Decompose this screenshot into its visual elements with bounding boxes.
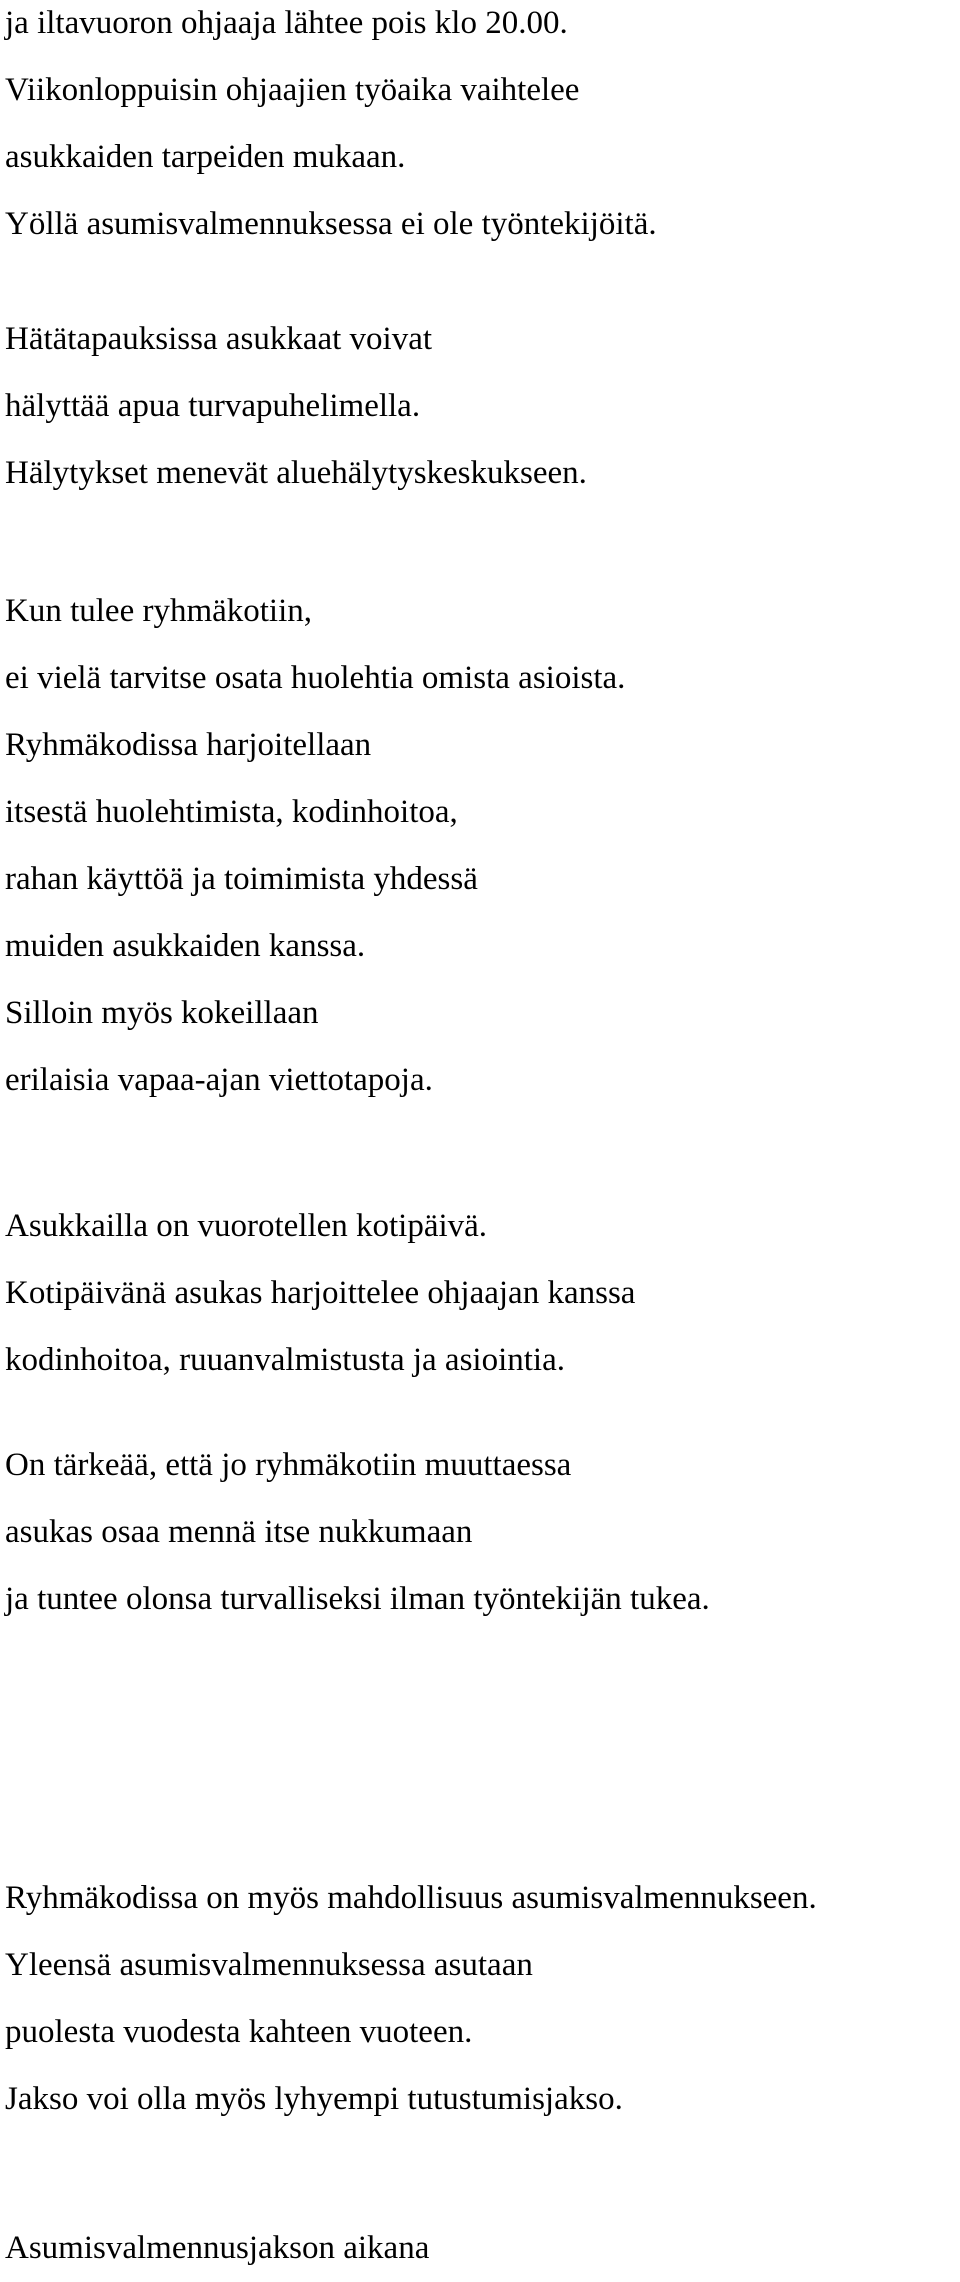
text-line: Asukkailla on vuorotellen kotipäivä. <box>5 1208 488 1244</box>
text-line: ei vielä tarvitse osata huolehtia omista asioista. <box>5 660 626 696</box>
text-line: muiden asukkaiden kanssa. <box>5 928 366 964</box>
paragraph-staff-schedule <box>5 0 657 258</box>
paragraph-emergency <box>5 306 587 507</box>
text-line: Kotipäivänä asukas harjoittelee ohjaajan kanssa <box>5 1275 636 1311</box>
text-line: kodinhoitoa, ruuanvalmistusta ja asiointia. <box>5 1342 565 1378</box>
text-line: hälyttää apua turvapuhelimella. <box>5 388 421 424</box>
text-line: ja iltavuoron ohjaaja lähtee pois klo 20.00. <box>5 5 568 41</box>
text-line: On tärkeää, että jo ryhmäkotiin muuttaessa <box>5 1447 572 1483</box>
text-line: rahan käyttöä ja toimimista yhdessä <box>5 861 478 897</box>
text-line: asukkaiden tarpeiden mukaan. <box>5 139 406 175</box>
text-line: puolesta vuodesta kahteen vuoteen. <box>5 2014 473 2050</box>
paragraph-coaching-period <box>5 2215 429 2282</box>
paragraph-independence <box>5 1432 710 1633</box>
text-line: itsestä huolehtimista, kodinhoitoa, <box>5 794 458 830</box>
text-line: ja tuntee olonsa turvalliseksi ilman työntekijän tukea. <box>5 1581 710 1617</box>
text-line: Ryhmäkodissa on myös mahdollisuus asumisvalmennukseen. <box>5 1880 817 1916</box>
text-line: Yöllä asumisvalmennuksessa ei ole työntekijöitä. <box>5 206 657 242</box>
text-line: Asumisvalmennusjakson aikana <box>5 2230 430 2266</box>
paragraph-home-day <box>5 1193 635 1394</box>
paragraph-group-home <box>5 578 625 1114</box>
paragraph-coaching <box>5 1865 817 2133</box>
text-line: Yleensä asumisvalmennuksessa asutaan <box>5 1947 533 1983</box>
text-line: Silloin myös kokeillaan <box>5 995 319 1031</box>
text-line: Ryhmäkodissa harjoitellaan <box>5 727 372 763</box>
text-line: Hälytykset menevät aluehälytyskeskukseen. <box>5 455 587 491</box>
text-line: Viikonloppuisin ohjaajien työaika vaihtelee <box>5 72 580 108</box>
text-line: Kun tulee ryhmäkotiin, <box>5 593 313 629</box>
text-line: erilaisia vapaa-ajan viettotapoja. <box>5 1062 433 1098</box>
text-line: asukas osaa mennä itse nukkumaan <box>5 1514 473 1550</box>
text-line: Jakso voi olla myös lyhyempi tutustumisjakso. <box>5 2081 623 2117</box>
text-line: Hätätapauksissa asukkaat voivat <box>5 321 433 357</box>
